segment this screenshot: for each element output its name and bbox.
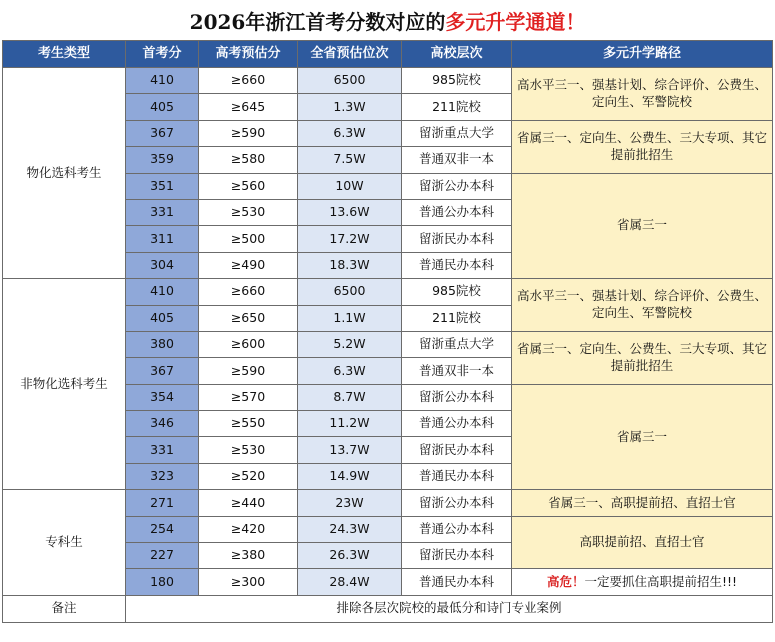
score-cell: 405 bbox=[126, 94, 199, 120]
estimate-cell: ≥500 bbox=[199, 226, 298, 252]
rank-cell: 7.5W bbox=[298, 147, 402, 173]
title-prefix: 2026年浙江首考分数对应的 bbox=[189, 9, 446, 34]
path-cell: 省属三一、高职提前招、直招士官 bbox=[512, 490, 773, 516]
score-cell: 351 bbox=[126, 173, 199, 199]
estimate-cell: ≥300 bbox=[199, 569, 298, 595]
score-cell: 180 bbox=[126, 569, 199, 595]
score-cell: 359 bbox=[126, 147, 199, 173]
level-cell: 留浙重点大学 bbox=[402, 120, 512, 146]
rank-cell: 14.9W bbox=[298, 463, 402, 489]
score-cell: 227 bbox=[126, 543, 199, 569]
estimate-cell: ≥550 bbox=[199, 411, 298, 437]
estimate-cell: ≥660 bbox=[199, 279, 298, 305]
rank-cell: 26.3W bbox=[298, 543, 402, 569]
level-cell: 留浙公办本科 bbox=[402, 490, 512, 516]
estimate-cell: ≥490 bbox=[199, 252, 298, 278]
score-table bbox=[2, 40, 773, 623]
estimate-cell: ≥645 bbox=[199, 94, 298, 120]
level-cell: 985院校 bbox=[402, 279, 512, 305]
header-estimate: 高考预估分 bbox=[199, 41, 298, 68]
estimate-cell: ≥530 bbox=[199, 199, 298, 225]
score-cell: 380 bbox=[126, 331, 199, 357]
path-cell: 省属三一 bbox=[512, 173, 773, 279]
header-path: 多元升学路径 bbox=[512, 41, 773, 68]
header-score: 首考分 bbox=[126, 41, 199, 68]
rank-cell: 8.7W bbox=[298, 384, 402, 410]
estimate-cell: ≥580 bbox=[199, 147, 298, 173]
estimate-cell: ≥420 bbox=[199, 516, 298, 542]
level-cell: 留浙公办本科 bbox=[402, 384, 512, 410]
level-cell: 普通民办本科 bbox=[402, 463, 512, 489]
level-cell: 留浙民办本科 bbox=[402, 226, 512, 252]
score-cell: 271 bbox=[126, 490, 199, 516]
estimate-cell: ≥590 bbox=[199, 120, 298, 146]
level-cell: 留浙公办本科 bbox=[402, 173, 512, 199]
level-cell: 211院校 bbox=[402, 94, 512, 120]
level-cell: 211院校 bbox=[402, 305, 512, 331]
rank-cell: 5.2W bbox=[298, 331, 402, 357]
rank-cell: 13.7W bbox=[298, 437, 402, 463]
rank-cell: 23W bbox=[298, 490, 402, 516]
level-cell: 留浙民办本科 bbox=[402, 543, 512, 569]
level-cell: 普通公办本科 bbox=[402, 411, 512, 437]
estimate-cell: ≥440 bbox=[199, 490, 298, 516]
warning-text: 一定要抓住高职提前招生!!! bbox=[584, 573, 738, 589]
path-cell: 省属三一 bbox=[512, 384, 773, 490]
level-cell: 普通公办本科 bbox=[402, 199, 512, 225]
type-cell: 专科生 bbox=[3, 490, 126, 596]
rank-cell: 1.1W bbox=[298, 305, 402, 331]
header-type: 考生类型 bbox=[3, 41, 126, 68]
title-highlight: 多元升学通道！ bbox=[445, 9, 586, 34]
level-cell: 普通双非一本 bbox=[402, 147, 512, 173]
score-cell: 331 bbox=[126, 437, 199, 463]
level-cell: 普通民办本科 bbox=[402, 252, 512, 278]
score-cell: 323 bbox=[126, 463, 199, 489]
path-cell: 高水平三一、强基计划、综合评价、公费生、定向生、军警院校 bbox=[512, 279, 773, 332]
footer-label: 备注 bbox=[3, 595, 126, 622]
estimate-cell: ≥380 bbox=[199, 543, 298, 569]
score-cell: 346 bbox=[126, 411, 199, 437]
rank-cell: 6.3W bbox=[298, 120, 402, 146]
rank-cell: 18.3W bbox=[298, 252, 402, 278]
level-cell: 普通公办本科 bbox=[402, 516, 512, 542]
table-row bbox=[3, 490, 773, 516]
score-cell: 331 bbox=[126, 199, 199, 225]
rank-cell: 1.3W bbox=[298, 94, 402, 120]
rank-cell: 11.2W bbox=[298, 411, 402, 437]
score-cell: 354 bbox=[126, 384, 199, 410]
score-cell: 405 bbox=[126, 305, 199, 331]
level-cell: 留浙重点大学 bbox=[402, 331, 512, 357]
rank-cell: 17.2W bbox=[298, 226, 402, 252]
footer-note: 排除各层次院校的最低分和诗门专业案例 bbox=[126, 595, 773, 622]
warning-label: 高危！ bbox=[546, 573, 585, 589]
score-cell: 367 bbox=[126, 358, 199, 384]
rank-cell: 6.3W bbox=[298, 358, 402, 384]
score-cell: 311 bbox=[126, 226, 199, 252]
estimate-cell: ≥520 bbox=[199, 463, 298, 489]
path-cell: 高职提前招、直招士官 bbox=[512, 516, 773, 569]
level-cell: 留浙民办本科 bbox=[402, 437, 512, 463]
table-row bbox=[3, 279, 773, 305]
estimate-cell: ≥560 bbox=[199, 173, 298, 199]
path-cell: 省属三一、定向生、公费生、三大专项、其它提前批招生 bbox=[512, 331, 773, 384]
table-row bbox=[3, 68, 773, 94]
header-row bbox=[3, 41, 773, 68]
rank-cell: 13.6W bbox=[298, 199, 402, 225]
path-cell: 省属三一、定向生、公费生、三大专项、其它提前批招生 bbox=[512, 120, 773, 173]
path-cell: 高水平三一、强基计划、综合评价、公费生、定向生、军警院校 bbox=[512, 68, 773, 121]
estimate-cell: ≥660 bbox=[199, 68, 298, 94]
level-cell: 普通双非一本 bbox=[402, 358, 512, 384]
score-cell: 304 bbox=[126, 252, 199, 278]
score-cell: 410 bbox=[126, 68, 199, 94]
rank-cell: 24.3W bbox=[298, 516, 402, 542]
score-cell: 410 bbox=[126, 279, 199, 305]
footer-row bbox=[3, 595, 773, 622]
header-level: 高校层次 bbox=[402, 41, 512, 68]
estimate-cell: ≥570 bbox=[199, 384, 298, 410]
type-cell: 物化选科考生 bbox=[3, 68, 126, 279]
score-cell: 367 bbox=[126, 120, 199, 146]
estimate-cell: ≥530 bbox=[199, 437, 298, 463]
level-cell: 985院校 bbox=[402, 68, 512, 94]
estimate-cell: ≥590 bbox=[199, 358, 298, 384]
rank-cell: 10W bbox=[298, 173, 402, 199]
estimate-cell: ≥650 bbox=[199, 305, 298, 331]
type-cell: 非物化选科考生 bbox=[3, 279, 126, 490]
page-title bbox=[0, 0, 775, 40]
rank-cell: 28.4W bbox=[298, 569, 402, 595]
header-rank: 全省预估位次 bbox=[298, 41, 402, 68]
level-cell: 普通民办本科 bbox=[402, 569, 512, 595]
score-cell: 254 bbox=[126, 516, 199, 542]
rank-cell: 6500 bbox=[298, 279, 402, 305]
estimate-cell: ≥600 bbox=[199, 331, 298, 357]
rank-cell: 6500 bbox=[298, 68, 402, 94]
warning-cell bbox=[512, 569, 773, 595]
